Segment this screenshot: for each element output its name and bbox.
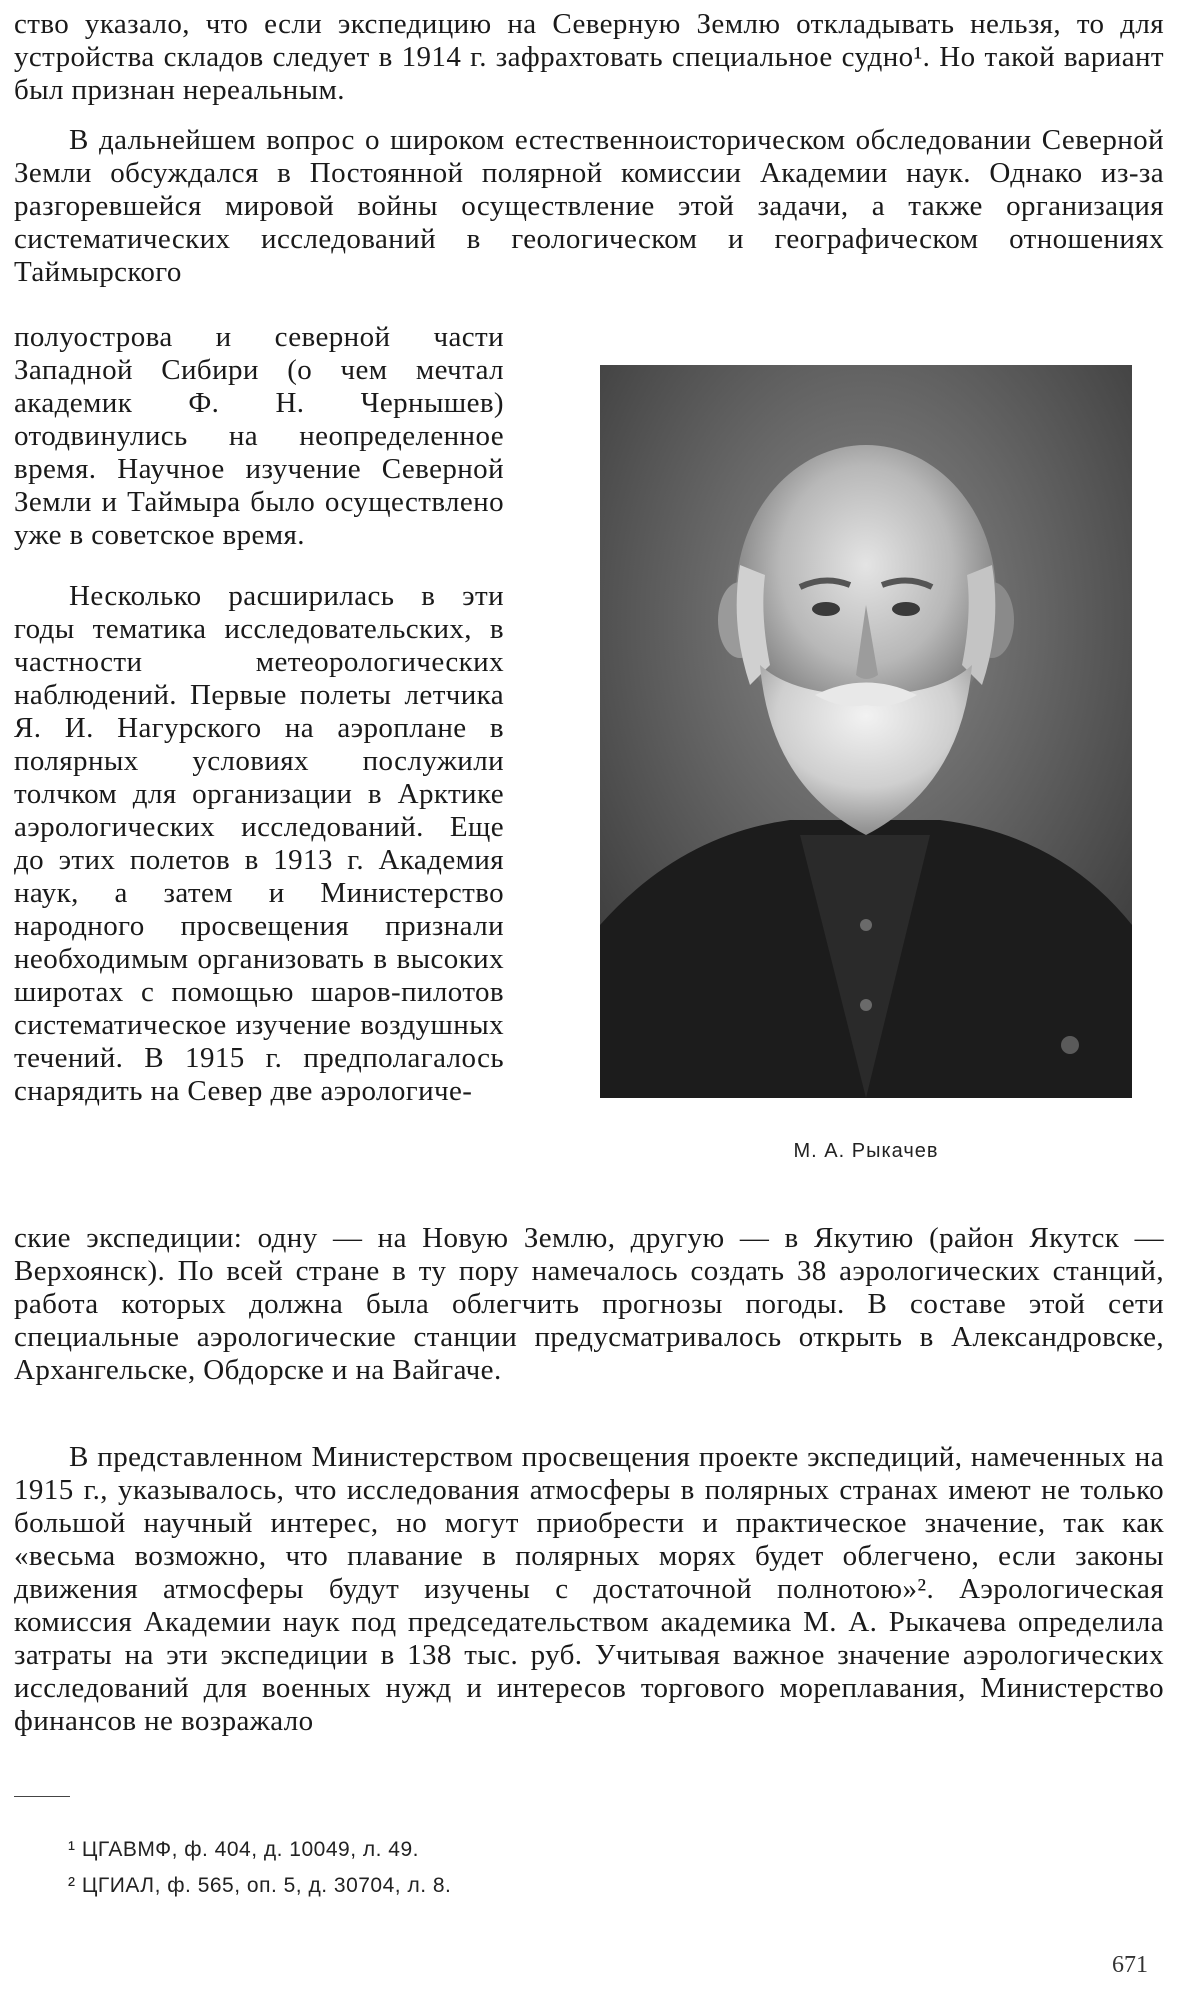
- footnote-1: ¹ ЦГАВМФ, ф. 404, д. 10049, л. 49.: [68, 1838, 419, 1861]
- portrait-illustration: [600, 365, 1132, 1098]
- paragraph-2-full-width: В дальнейшем вопрос о широком естественноисторическом обследовании Северной Земли обсуждался в Постоянной полярной комиссии Академии наук. Однако из-за разгоревшейся мировой войны осуществление этой задачи, а также организация систематических исследований в геологическом и географическом отношениях Таймырского: [14, 124, 1164, 288]
- paragraph-2-wrapped: полуострова и северной части Западной Сибири (о чем мечтал академик Ф. Н. Чернышев) отодвинулись на неопределенное время. Научное изучение Северной Земли и Таймыра было осуществлено уже в советское время.: [14, 321, 504, 551]
- portrait-photo: [600, 365, 1132, 1098]
- footnote-divider: [14, 1796, 70, 1797]
- footnote-2: ² ЦГИАЛ, ф. 565, оп. 5, д. 30704, л. 8.: [68, 1874, 452, 1897]
- paragraph-3-continuation: ские экспедиции: одну — на Новую Землю, другую — в Якутию (район Якутск — Верхоянск). По всей стране в ту пору намечалось создать 38 аэрологических станций, работа которых должна была облегчить прогнозы погоды. В составе этой сети специальные аэрологические станции предусматривалось открыть в Александровске, Архангельске, Обдорске и на Вайгаче.: [14, 1222, 1164, 1386]
- page-number: 671: [1112, 1952, 1148, 1978]
- paragraph-4: В представленном Министерством просвещения проекте экспедиций, намеченных на 1915 г., указывалось, что исследования атмосферы в полярных странах имеют не только большой научный интерес, но могут приобрести и практическое значение, так как «весьма возможно, что плавание в полярных морях будет облегчено, если законы движения атмосферы будут изучены с достаточной полнотою»². Аэрологическая комиссия Академии наук под председательством академика М. А. Рыкачева определила затраты на эти экспедиции в 138 тыс. руб. Учитывая важное значение аэрологических исследований для военных нужд и интересов торгового мореплавания, Министерство финансов не возражало: [14, 1441, 1164, 1737]
- paragraph-1: ство указало, что если экспедицию на Северную Землю откладывать нельзя, то для устройства складов следует в 1914 г. зафрахтовать специальное судно¹. Но такой вариант был признан нереальным.: [14, 8, 1164, 106]
- paragraph-3-wrapped: Несколько расширилась в эти годы тематика исследовательских, в частности метеорологических наблюдений. Первые полеты летчика Я. И. Нагурского на аэроплане в полярных условиях послужили толчком для организации в Арктике аэрологических исследований. Еще до этих полетов в 1913 г. Академия наук, а затем и Министерство народного просвещения признали необходимым организовать в высоких широтах с помощью шаров-пилотов систематическое изучение воздушных течений. В 1915 г. предполагалось снарядить на Север две аэрологиче-: [14, 580, 504, 1107]
- portrait-caption: М. А. Рыкачев: [793, 1140, 939, 1162]
